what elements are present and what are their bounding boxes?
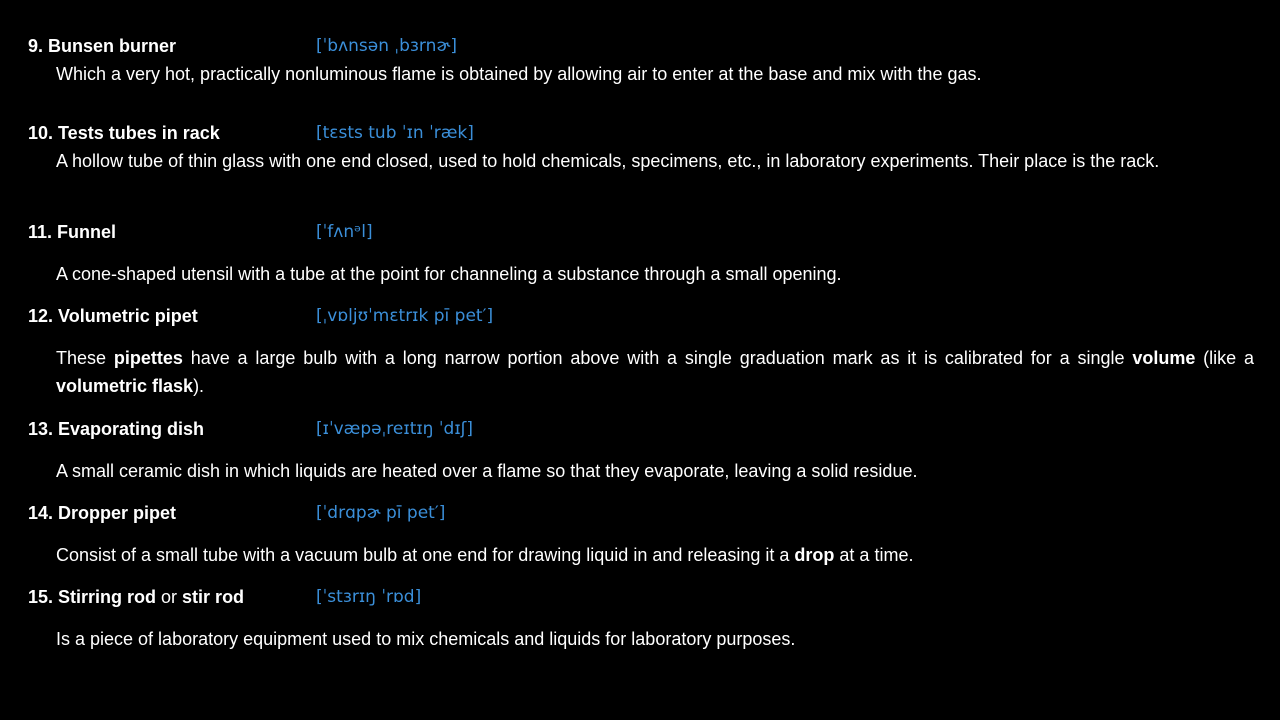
entry-bunsen-burner: [28, 32, 1254, 88]
definition: Which a very hot, practically nonluminous flame is obtained by allowing air to enter at the base and mix with the gas.: [56, 64, 982, 84]
entry-header: [28, 583, 1254, 611]
definition-text: at a time.: [834, 545, 914, 565]
term: 11. Funnel: [28, 222, 117, 242]
pronunciation: [ˌvɒljʊˈmɛtrɪk pī pet′]: [316, 306, 494, 326]
definition: Is a piece of laboratory equipment used to mix chemicals and liquids for laboratory purposes.: [56, 629, 796, 649]
definition-text: (like a: [1195, 348, 1255, 368]
pronunciation: [ˈbʌnsən ˌbɜrnɚ]: [316, 36, 457, 56]
definition-text: These: [56, 348, 114, 368]
definition-bold-volumetric-flask: volumetric flask: [56, 376, 194, 396]
term: [28, 587, 244, 607]
definition-text: Consist of a small tube with a vacuum bulb at one end for drawing liquid in and releasing it a: [56, 545, 795, 565]
definition-bold-drop: drop: [794, 545, 835, 565]
entry-evaporating-dish: [28, 415, 1254, 485]
term-bold: 15. Stirring rod: [28, 587, 157, 607]
entry-funnel: [28, 218, 1254, 288]
term: 13. Evaporating dish: [28, 419, 205, 439]
pronunciation: [ɪˈvæpəˌreɪtɪŋ ˈdɪʃ]: [316, 419, 473, 439]
entry-volumetric-pipet: [28, 302, 1254, 400]
pronunciation: [tɛsts tub ˈɪn ˈræk]: [316, 123, 474, 143]
pronunciation: [ˈfʌnᵊl]: [316, 222, 373, 242]
definition: [56, 344, 1254, 400]
term: 14. Dropper pipet: [28, 503, 177, 523]
entry-header: [28, 119, 1254, 147]
entry-header: [28, 499, 1254, 527]
definition: A hollow tube of thin glass with one end closed, used to hold chemicals, specimens, etc., in laboratory experiments. Their place is the rack.: [56, 151, 1160, 171]
entry-header: [28, 415, 1254, 443]
entry-header: [28, 218, 1254, 246]
entry-header: [28, 302, 1254, 330]
pronunciation: [ˈdrɑpɚ pī pet′]: [316, 503, 446, 523]
term-bold: stir rod: [182, 587, 245, 607]
pronunciation: [ˈstɜrɪŋ ˈrɒd]: [316, 587, 422, 607]
definition-bold-volume: volume: [1132, 348, 1196, 368]
term: 10. Tests tubes in rack: [28, 123, 220, 143]
entry-header: [28, 32, 1254, 60]
definition: [56, 541, 1254, 569]
entry-test-tubes-in-rack: [28, 119, 1254, 175]
entry-dropper-pipet: [28, 499, 1254, 569]
definition-bold-pipettes: pipettes: [113, 348, 183, 368]
entry-stirring-rod: [28, 583, 1254, 653]
definition-text: have a large bulb with a long narrow portion above with a single graduation mark as it is calibrated for a single: [182, 348, 1133, 368]
term: 9. Bunsen burner: [28, 36, 177, 56]
term: 12. Volumetric pipet: [28, 306, 198, 326]
term-connector: or: [156, 587, 183, 607]
definition: A small ceramic dish in which liquids are heated over a flame so that they evaporate, leaving a solid residue.: [56, 461, 918, 481]
definition-text: ).: [193, 376, 205, 396]
definition: A cone-shaped utensil with a tube at the point for channeling a substance through a small opening.: [56, 264, 842, 284]
